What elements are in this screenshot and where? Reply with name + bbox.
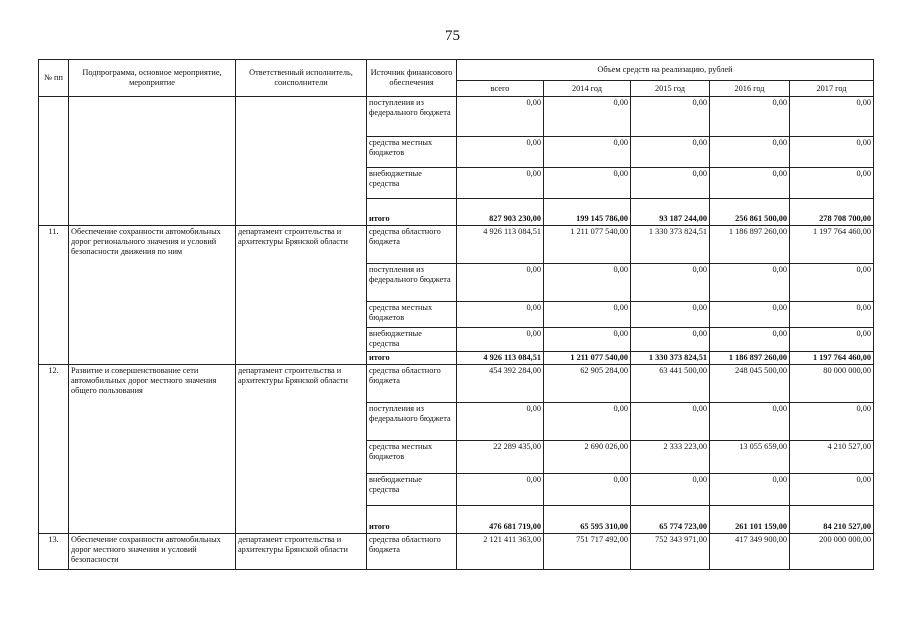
col-executor-header: Ответственный исполнитель, соисполнители	[236, 60, 367, 97]
amount-cell: 0,00	[710, 97, 790, 137]
funding-source: средства областного бюджета	[367, 226, 457, 264]
amount-cell: 1 186 897 260,00	[710, 352, 790, 365]
row-number: 13.	[39, 533, 69, 569]
amount-cell: 0,00	[544, 264, 631, 302]
amount-cell: 0,00	[544, 402, 631, 440]
amount-cell: 752 343 971,00	[631, 533, 710, 569]
col-num-header: № пп	[39, 60, 69, 97]
amount-cell: 0,00	[710, 137, 790, 168]
page-number: 75	[445, 28, 460, 44]
funding-source: средства местных бюджетов	[367, 137, 457, 168]
program-name	[69, 97, 236, 226]
amount-cell: 827 903 230,00	[457, 199, 544, 226]
amount-cell: 2 690 026,00	[544, 440, 631, 473]
col-year-header: 2015 год	[631, 81, 710, 97]
funding-source: итого	[367, 505, 457, 533]
table-body	[39, 97, 874, 570]
amount-cell: 0,00	[631, 97, 710, 137]
program-name: Обеспечение сохранности автомобильных дорог местного значения и условий безопасности	[69, 533, 236, 569]
amount-cell: 0,00	[544, 473, 631, 505]
amount-cell: 261 101 159,00	[710, 505, 790, 533]
amount-cell: 0,00	[790, 168, 874, 199]
amount-cell: 200 000 000,00	[790, 533, 874, 569]
amount-cell: 0,00	[457, 402, 544, 440]
amount-cell: 1 330 373 824,51	[631, 352, 710, 365]
amount-cell: 13 055 659,00	[710, 440, 790, 473]
executor-name	[236, 97, 367, 226]
col-year-header: всего	[457, 81, 544, 97]
table-row	[39, 97, 874, 137]
amount-cell: 0,00	[631, 473, 710, 505]
amount-cell: 751 717 492,00	[544, 533, 631, 569]
amount-cell: 0,00	[544, 328, 631, 352]
col-year-header: 2014 год	[544, 81, 631, 97]
col-volume-header: Объем средств на реализацию, рублей	[457, 60, 874, 81]
funding-source: поступления из федерального бюджета	[367, 402, 457, 440]
amount-cell: 0,00	[631, 302, 710, 328]
amount-cell: 0,00	[457, 264, 544, 302]
amount-cell: 0,00	[457, 473, 544, 505]
funding-source: итого	[367, 352, 457, 365]
row-number: 12.	[39, 364, 69, 533]
amount-cell: 1 197 764 460,00	[790, 226, 874, 264]
amount-cell: 0,00	[710, 402, 790, 440]
amount-cell: 22 289 435,00	[457, 440, 544, 473]
amount-cell: 0,00	[544, 302, 631, 328]
amount-cell: 199 145 786,00	[544, 199, 631, 226]
amount-cell: 0,00	[631, 137, 710, 168]
amount-cell: 0,00	[631, 402, 710, 440]
amount-cell: 417 349 900,00	[710, 533, 790, 569]
amount-cell: 0,00	[457, 168, 544, 199]
amount-cell: 2 121 411 363,00	[457, 533, 544, 569]
amount-cell: 62 905 284,00	[544, 364, 631, 402]
amount-cell: 476 681 719,00	[457, 505, 544, 533]
amount-cell: 0,00	[790, 264, 874, 302]
program-name: Обеспечение сохранности автомобильных дорог регионального значения и условий безопасности движения по ним	[69, 226, 236, 365]
amount-cell: 0,00	[710, 264, 790, 302]
amount-cell: 4 926 113 084,51	[457, 352, 544, 365]
amount-cell: 0,00	[710, 302, 790, 328]
amount-cell: 4 926 113 084,51	[457, 226, 544, 264]
amount-cell: 0,00	[544, 97, 631, 137]
amount-cell: 0,00	[544, 168, 631, 199]
amount-cell: 93 187 244,00	[631, 199, 710, 226]
funding-source: средства местных бюджетов	[367, 440, 457, 473]
amount-cell: 0,00	[544, 137, 631, 168]
amount-cell: 63 441 500,00	[631, 364, 710, 402]
amount-cell: 256 861 500,00	[710, 199, 790, 226]
table-row	[39, 226, 874, 264]
funding-source: поступления из федерального бюджета	[367, 264, 457, 302]
amount-cell: 0,00	[631, 264, 710, 302]
amount-cell: 454 392 284,00	[457, 364, 544, 402]
budget-table	[38, 59, 874, 570]
amount-cell: 65 595 310,00	[544, 505, 631, 533]
amount-cell: 0,00	[790, 402, 874, 440]
amount-cell: 0,00	[457, 97, 544, 137]
funding-source: средства областного бюджета	[367, 533, 457, 569]
executor-name: департамент строительства и архитектуры Брянской области	[236, 533, 367, 569]
funding-source: внебюджетные средства	[367, 328, 457, 352]
amount-cell: 278 708 700,00	[790, 199, 874, 226]
amount-cell: 84 210 527,00	[790, 505, 874, 533]
amount-cell: 1 186 897 260,00	[710, 226, 790, 264]
col-source-header: Источник финансового обеспечения	[367, 60, 457, 97]
amount-cell: 1 197 764 460,00	[790, 352, 874, 365]
amount-cell: 0,00	[790, 97, 874, 137]
amount-cell: 0,00	[631, 328, 710, 352]
executor-name: департамент строительства и архитектуры Брянской области	[236, 226, 367, 365]
col-program-header: Подпрограмма, основное мероприятие, мероприятие	[69, 60, 236, 97]
amount-cell: 248 045 500,00	[710, 364, 790, 402]
amount-cell: 2 333 223,00	[631, 440, 710, 473]
amount-cell: 0,00	[457, 137, 544, 168]
table-row	[39, 533, 874, 569]
amount-cell: 0,00	[790, 473, 874, 505]
funding-source: поступления из федерального бюджета	[367, 97, 457, 137]
amount-cell: 80 000 000,00	[790, 364, 874, 402]
amount-cell: 0,00	[710, 168, 790, 199]
amount-cell: 0,00	[457, 302, 544, 328]
row-number: 11.	[39, 226, 69, 365]
program-name: Развитие и совершенствование сети автомобильных дорог местного значения общего пользования	[69, 364, 236, 533]
table-row	[39, 364, 874, 402]
amount-cell: 0,00	[710, 328, 790, 352]
amount-cell: 1 211 077 540,00	[544, 226, 631, 264]
funding-source: средства областного бюджета	[367, 364, 457, 402]
amount-cell: 1 211 077 540,00	[544, 352, 631, 365]
executor-name: департамент строительства и архитектуры Брянской области	[236, 364, 367, 533]
amount-cell: 65 774 723,00	[631, 505, 710, 533]
amount-cell: 0,00	[790, 302, 874, 328]
funding-source: средства местных бюджетов	[367, 302, 457, 328]
amount-cell: 4 210 527,00	[790, 440, 874, 473]
amount-cell: 0,00	[457, 328, 544, 352]
funding-source: итого	[367, 199, 457, 226]
amount-cell: 0,00	[790, 328, 874, 352]
amount-cell: 1 330 373 824,51	[631, 226, 710, 264]
amount-cell: 0,00	[710, 473, 790, 505]
amount-cell: 0,00	[631, 168, 710, 199]
funding-source: внебюджетные средства	[367, 168, 457, 199]
row-number	[39, 97, 69, 226]
funding-source: внебюджетные средства	[367, 473, 457, 505]
amount-cell: 0,00	[790, 137, 874, 168]
col-year-header: 2017 год	[790, 81, 874, 97]
col-year-header: 2016 год	[710, 81, 790, 97]
